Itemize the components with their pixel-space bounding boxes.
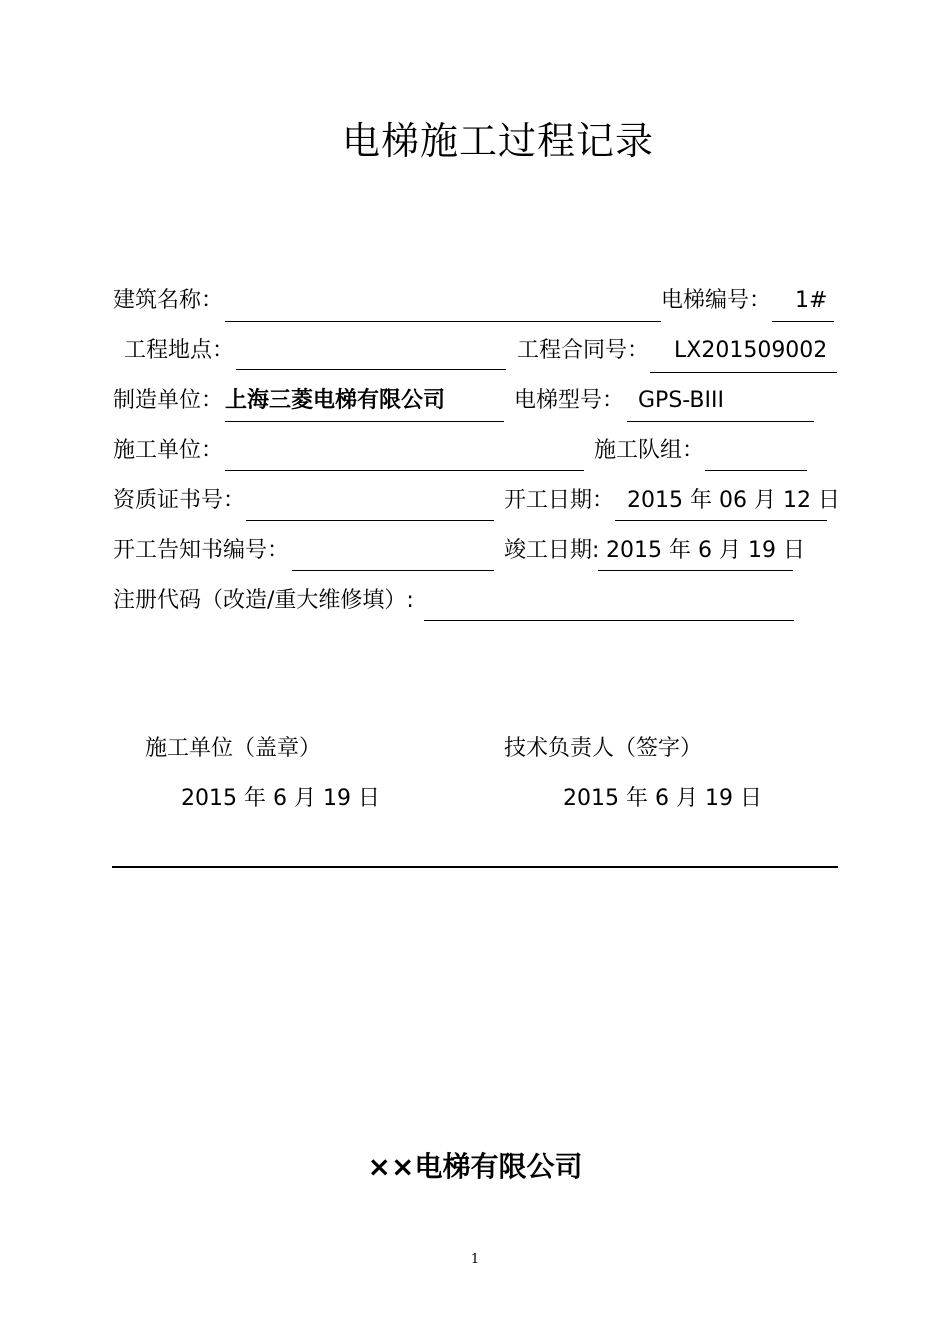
page-number: 1 [470,1252,480,1267]
start-notice-no-label: 开工告知书编号： [113,538,290,563]
unit-seal-label: 施工单位（盖章） [145,736,322,761]
start-date-label: 开工日期： [504,488,615,513]
tech-lead-label: 技术负责人（签字） [504,736,703,761]
elevator-no-label: 电梯编号： [661,288,772,313]
qualification-no-label: 资质证书号： [113,488,246,513]
project-site-field[interactable] [236,369,506,370]
elevator-model-field[interactable] [627,421,814,422]
building-name-field[interactable] [225,321,661,322]
start-date-value: 2015 年 06 月 12 日 [627,488,840,513]
contract-no-field[interactable] [650,372,837,373]
elevator-model-value: GPS-BIII [638,388,724,413]
completion-date-value: 2015 年 6 月 19 日 [606,538,805,563]
start-notice-no-field[interactable] [292,570,494,571]
registration-code-field[interactable] [424,620,794,621]
company-name: ××电梯有限公司 [367,1150,583,1183]
document-title: 电梯施工过程记录 [341,119,654,163]
elevator-no-value: 1# [795,288,828,313]
registration-code-label: 注册代码（改造/重大维修填）: [113,588,414,613]
section-divider [112,866,838,868]
project-site-label: 工程地点： [124,338,235,363]
construction-team-field[interactable] [705,470,807,471]
construction-unit-label: 施工单位： [113,438,224,463]
elevator-no-field[interactable] [772,321,834,322]
manufacturer-field[interactable] [225,421,504,422]
construction-team-label: 施工队组： [594,438,705,463]
manufacturer-value: 上海三菱电梯有限公司 [225,388,446,413]
construction-unit-field[interactable] [225,470,584,471]
elevator-model-label: 电梯型号： [514,388,625,413]
contract-no-label: 工程合同号： [517,338,650,363]
manufacturer-label: 制造单位： [113,388,224,413]
qualification-no-field[interactable] [246,520,494,521]
contract-no-value: LX201509002 [674,338,828,363]
start-date-field[interactable] [615,520,827,521]
completion-date-label: 竣工日期: [504,538,600,563]
building-name-label: 建筑名称： [113,288,224,313]
unit-seal-date: 2015 年 6 月 19 日 [181,786,380,811]
tech-lead-date: 2015 年 6 月 19 日 [563,786,762,811]
completion-date-field[interactable] [598,570,793,571]
